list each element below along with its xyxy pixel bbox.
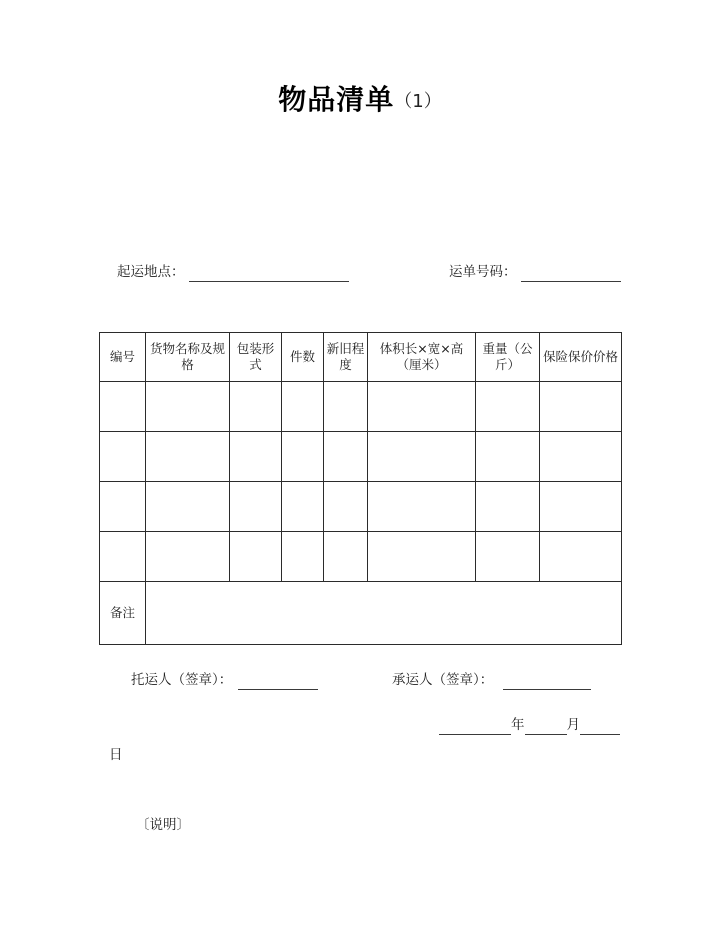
- waybill-label: 运单号码：: [449, 264, 517, 280]
- origin-field: [117, 262, 349, 282]
- carrier-field: [392, 670, 591, 690]
- date-field: [439, 715, 620, 735]
- cell-no[interactable]: [100, 482, 146, 532]
- date-year-input[interactable]: [439, 720, 511, 735]
- table-note-row: [100, 582, 622, 645]
- cell-pack[interactable]: [230, 482, 282, 532]
- cell-volume[interactable]: [368, 482, 476, 532]
- cell-weight[interactable]: [476, 532, 540, 582]
- cell-name[interactable]: [146, 482, 230, 532]
- origin-input[interactable]: [189, 267, 349, 282]
- cell-count[interactable]: [282, 382, 324, 432]
- page-title-suffix: （1）: [394, 91, 442, 112]
- signature-row: [0, 670, 720, 694]
- carrier-signature-input[interactable]: [503, 675, 591, 690]
- waybill-input[interactable]: [521, 267, 621, 282]
- cell-pack[interactable]: [230, 382, 282, 432]
- column-header-insurance: 保险保价价格: [540, 333, 622, 382]
- page-title: [0, 78, 720, 118]
- date-month-label: 月: [566, 717, 580, 733]
- cell-insurance[interactable]: [540, 482, 622, 532]
- form-header-row: [0, 262, 720, 286]
- consignor-signature-input[interactable]: [238, 675, 318, 690]
- column-header-count: 件数: [282, 333, 324, 382]
- column-header-name: 货物名称及规格: [146, 333, 230, 382]
- cell-insurance[interactable]: [540, 532, 622, 582]
- cell-count[interactable]: [282, 482, 324, 532]
- cell-condition[interactable]: [324, 532, 368, 582]
- cell-no[interactable]: [100, 532, 146, 582]
- cell-no[interactable]: [100, 432, 146, 482]
- note-input[interactable]: [146, 582, 622, 645]
- page-title-main: 物品清单: [278, 83, 395, 116]
- explanation-label: 〔说明〕: [136, 817, 190, 833]
- cell-weight[interactable]: [476, 432, 540, 482]
- table-header-row: [100, 333, 622, 382]
- cell-volume[interactable]: [368, 532, 476, 582]
- carrier-label: 承运人（签章）：: [392, 672, 494, 688]
- cell-insurance[interactable]: [540, 432, 622, 482]
- date-year-label: 年: [511, 717, 525, 733]
- note-label: 备注: [100, 582, 146, 645]
- column-header-no: 编号: [100, 333, 146, 382]
- cell-pack[interactable]: [230, 432, 282, 482]
- cell-name[interactable]: [146, 432, 230, 482]
- table-row: [100, 432, 622, 482]
- column-header-weight: 重量（公斤）: [476, 333, 540, 382]
- column-header-pack: 包装形式: [230, 333, 282, 382]
- cell-name[interactable]: [146, 532, 230, 582]
- cell-name[interactable]: [146, 382, 230, 432]
- table-row: [100, 482, 622, 532]
- cell-volume[interactable]: [368, 382, 476, 432]
- cell-weight[interactable]: [476, 482, 540, 532]
- cell-condition[interactable]: [324, 482, 368, 532]
- consignor-field: [131, 670, 318, 690]
- date-month-input[interactable]: [525, 720, 567, 735]
- waybill-field: [449, 262, 621, 282]
- consignor-label: 托运人（签章）：: [131, 672, 233, 688]
- date-day-label: 日: [109, 747, 123, 763]
- cell-volume[interactable]: [368, 432, 476, 482]
- date-row: [0, 715, 720, 739]
- cell-condition[interactable]: [324, 382, 368, 432]
- cell-count[interactable]: [282, 432, 324, 482]
- table-row: [100, 382, 622, 432]
- column-header-condition: 新旧程度: [324, 333, 368, 382]
- cell-insurance[interactable]: [540, 382, 622, 432]
- goods-table: [99, 332, 622, 645]
- table-row: [100, 532, 622, 582]
- date-day-input[interactable]: [580, 720, 620, 735]
- cell-count[interactable]: [282, 532, 324, 582]
- origin-label: 起运地点：: [117, 264, 185, 280]
- column-header-volume: 体积长×宽×高（厘米）: [368, 333, 476, 382]
- cell-condition[interactable]: [324, 432, 368, 482]
- cell-pack[interactable]: [230, 532, 282, 582]
- cell-weight[interactable]: [476, 382, 540, 432]
- cell-no[interactable]: [100, 382, 146, 432]
